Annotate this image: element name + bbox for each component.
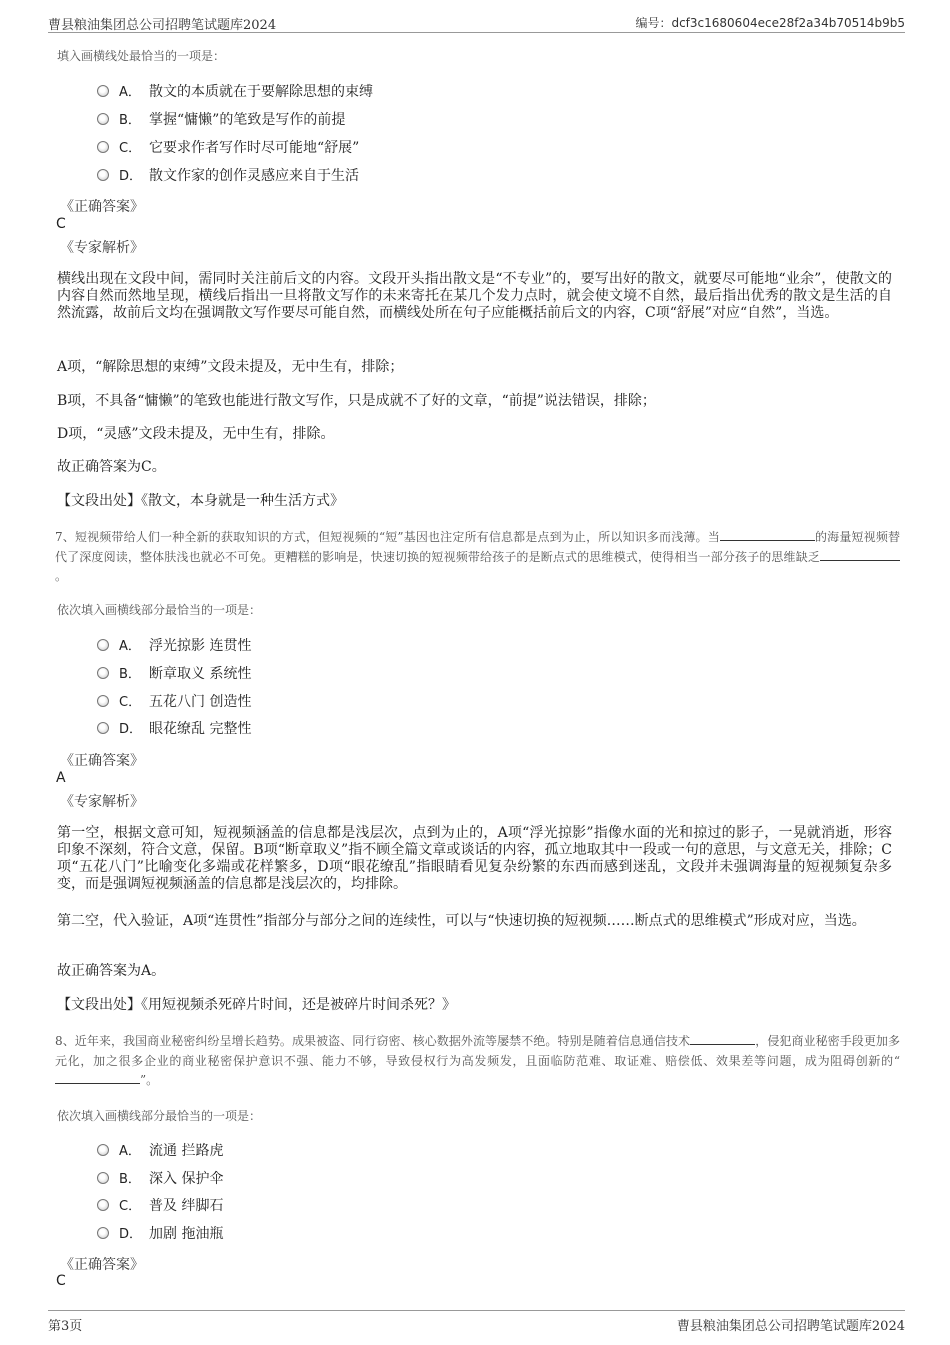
q8-option-c[interactable]: C． 普及 绊脚石: [97, 1196, 223, 1216]
radio-icon[interactable]: [97, 141, 109, 153]
q8-answer: C: [56, 1273, 66, 1289]
q8-option-a[interactable]: A． 流通 拦路虎: [97, 1141, 223, 1161]
q7-option-a[interactable]: A． 浮光掠影 连贯性: [97, 636, 251, 656]
q6-analysis-paragraph: 横线出现在文段中间，需同时关注前后文的内容。文段开头指出散文是“不专业”的，要写出好的散文，就要尽可能地“业余”，使散文的内容自然而然地呈现，横线后指出一旦将散文写作的未来寄托在某几个发力点时，就会使文境不自然，最后指出优秀的散文是生活的自然流露，故前后文均在强调散文写作要尽可能自然，而横线处所在句子应能概括前后文的内容，C项“舒展”对应“自然”，当选。: [57, 271, 892, 321]
radio-icon[interactable]: [97, 1172, 109, 1184]
footer-page-number: 第3页: [48, 1319, 83, 1334]
q6-conclusion: 故正确答案为C。: [57, 459, 166, 475]
radio-icon[interactable]: [97, 169, 109, 181]
q7-option-c[interactable]: C． 五花八门 创造性: [97, 692, 251, 712]
q7-prompt: 依次填入画横线部分最恰当的一项是：: [57, 603, 262, 617]
radio-icon[interactable]: [97, 639, 109, 651]
q6-answer: C: [56, 216, 66, 232]
radio-icon[interactable]: [97, 722, 109, 734]
q7-option-d[interactable]: D． 眼花缭乱 完整性: [97, 719, 251, 739]
header-code: 编号：dcf3c1680604ece28f2a34b70514b9b5: [635, 16, 905, 30]
q8-stem: 8、近年来，我国商业秘密纠纷呈增长趋势。成果被盗、同行窃密、核心数据外流等屡禁不绝。特别是随着信息通信技术 ，侵犯商业秘密手段更加多元化，加之很多企业的商业秘密保护意识不强、能力不够，导致侵权行为高发频发，且面临防范难、取证难、赔偿低、效果差等问题，成为阻碍创新的“”。: [55, 1034, 900, 1087]
q8-option-d[interactable]: D． 加剧 拖油瓶: [97, 1224, 223, 1244]
q8-blank-1: [690, 1032, 755, 1045]
radio-icon[interactable]: [97, 667, 109, 679]
q6-answer-label: 《正确答案》: [60, 199, 144, 215]
q7-analysis-label: 《专家解析》: [60, 794, 144, 810]
q7-analysis-paragraph-2: 第二空，代入验证，A项“连贯性”指部分与部分之间的连续性，可以与“快速切换的短视频……断点式的思维模式”形成对应，当选。: [57, 913, 866, 929]
radio-icon[interactable]: [97, 113, 109, 125]
page-header: [48, 10, 905, 33]
q7-stem: 7、短视频带给人们一种全新的获取知识的方式，但短视频的“短”基因也注定所有信息都是点到为止，所以知识多而浅薄。当 的海量短视频替代了深度阅读，整体肤浅也就必不可免。更糟糕的影响是，快速切换的短视频带给孩子的是断点式的思维模式，使得相当一部分孩子的思维缺乏。: [55, 530, 900, 583]
q8-blank-2: [55, 1071, 140, 1084]
q7-answer: A: [56, 770, 66, 786]
q6-option-b[interactable]: B． 掌握“慵懒”的笔致是写作的前提: [97, 110, 345, 130]
q8-answer-label: 《正确答案》: [60, 1257, 144, 1273]
q6-analysis-b: B项，不具备“慵懒”的笔致也能进行散文写作，只是成就不了好的文章，“前提”说法错误，排除；: [57, 393, 656, 409]
radio-icon[interactable]: [97, 1144, 109, 1156]
q7-conclusion: 故正确答案为A。: [57, 963, 166, 979]
footer-title: 曹县粮油集团总公司招聘笔试题库2024: [676, 1319, 905, 1334]
q6-analysis-label: 《专家解析》: [60, 240, 144, 256]
q6-option-d[interactable]: D． 散文作家的创作灵感应来自于生活: [97, 166, 359, 186]
q6-option-c[interactable]: C． 它要求作者写作时尽可能地“舒展”: [97, 138, 359, 158]
q8-option-b[interactable]: B． 深入 保护伞: [97, 1169, 223, 1189]
q7-blank-1: [720, 528, 815, 541]
radio-icon[interactable]: [97, 1227, 109, 1239]
q6-prompt: 填入画横线处最恰当的一项是：: [57, 49, 226, 63]
q8-prompt: 依次填入画横线部分最恰当的一项是：: [57, 1109, 262, 1123]
header-title: 曹县粮油集团总公司招聘笔试题库2024: [48, 18, 277, 33]
q7-blank-2: [820, 548, 900, 561]
q6-source: 【文段出处】《散文，本身就是一种生活方式》: [57, 493, 344, 509]
page-footer: [48, 1310, 905, 1333]
q6-option-a[interactable]: A． 散文的本质就在于要解除思想的束缚: [97, 82, 373, 102]
q7-option-b[interactable]: B． 断章取义 系统性: [97, 664, 251, 684]
radio-icon[interactable]: [97, 1199, 109, 1211]
q6-analysis-a: A项，“解除思想的束缚”文段未提及，无中生有，排除；: [57, 359, 404, 375]
q7-analysis-paragraph-1: 第一空，根据文意可知，短视频涵盖的信息都是浅层次，点到为止的，A项“浮光掠影”指像水面的光和掠过的影子，一晃就消逝，形容印象不深刻，符合文意，保留。B项“断章取义”指不顾全篇文章或谈话的内容，孤立地取其中一段或一句的意思，与文意无关，排除；C项“五花八门”比喻变化多端或花样繁多，D项“眼花缭乱”指眼睛看见复杂纷繁的东西而感到迷乱，文段并未强调海量的短视频复杂多变，而是强调短视频涵盖的信息都是浅层次的，均排除。: [57, 825, 892, 892]
q7-answer-label: 《正确答案》: [60, 753, 144, 769]
radio-icon[interactable]: [97, 85, 109, 97]
radio-icon[interactable]: [97, 695, 109, 707]
q7-source: 【文段出处】《用短视频杀死碎片时间，还是被碎片时间杀死？》: [57, 997, 456, 1013]
q6-analysis-d: D项，“灵感”文段未提及，无中生有，排除。: [57, 426, 335, 442]
